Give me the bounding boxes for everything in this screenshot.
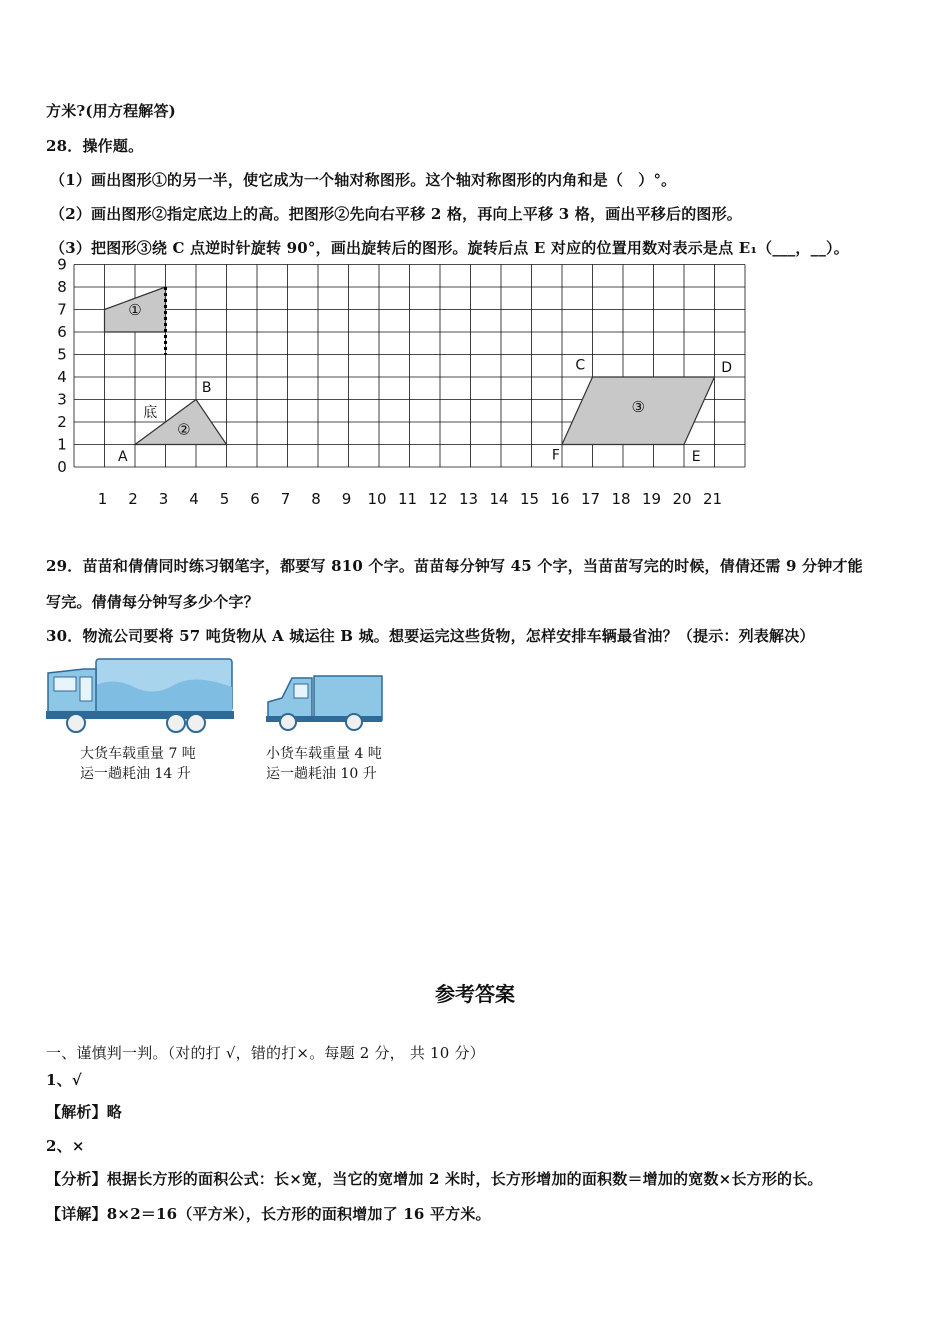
- x-tick-label: 7: [280, 490, 291, 508]
- x-tick-label: 4: [189, 490, 199, 508]
- x-tick-label: 16: [550, 490, 570, 508]
- small-truck-image: [264, 672, 384, 732]
- x-tick-label: 14: [489, 490, 509, 508]
- q27-tail: 方米?(用方程解答): [46, 102, 176, 120]
- y-tick-label: 9: [57, 255, 67, 274]
- y-tick-label: 2: [57, 413, 67, 431]
- y-tick-label: 7: [57, 300, 67, 319]
- x-tick-label: 10: [367, 490, 387, 508]
- y-tick-label: 5: [57, 345, 67, 364]
- answer-2-detail: 【详解】8×2＝16（平方米），长方形的面积增加了 16 平方米。: [46, 1205, 491, 1223]
- q30-text: 30．物流公司要将 57 吨货物从 A 城运往 B 城。想要运完这些货物，怎样安排车辆最省油？（提示：列表解决）: [46, 627, 815, 645]
- point-label: F: [551, 447, 560, 464]
- big-truck-fuel: 运一趟耗油 14 升: [80, 766, 191, 782]
- q28-part1: （1）画出图形①的另一半，使它成为一个轴对称图形。这个轴对称图形的内角和是（ ）°。: [50, 171, 677, 189]
- x-tick-label: 8: [311, 490, 321, 508]
- x-tick-label: 18: [611, 490, 631, 508]
- x-tick-label: 20: [672, 490, 692, 508]
- shape-1-label: ①: [128, 301, 142, 320]
- shape-2-label: ②: [177, 420, 191, 439]
- small-truck-caption: [266, 744, 382, 784]
- point-label: B: [201, 380, 212, 397]
- small-truck-capacity: 小货车载重量 4 吨: [266, 746, 382, 762]
- big-truck-capacity: 大货车载重量 7 吨: [80, 746, 196, 762]
- small-truck-fuel: 运一趟耗油 10 升: [266, 766, 377, 782]
- x-tick-label: 2: [128, 490, 138, 508]
- y-tick-label: 8: [57, 278, 67, 296]
- y-tick-label: 6: [57, 323, 67, 341]
- y-tick-label: 4: [57, 368, 67, 386]
- x-tick-label: 1: [97, 490, 108, 508]
- q28-title: 28．操作题。: [46, 137, 144, 155]
- y-tick-label: 1: [57, 435, 67, 454]
- x-tick-label: 17: [580, 490, 601, 508]
- x-tick-label: 5: [219, 490, 230, 508]
- q29-line1: 29．苗苗和倩倩同时练习钢笔字，都要写 810 个字。苗苗每分钟写 45 个字，当苗苗写完的时候，倩倩还需 9 分钟才能: [46, 557, 863, 575]
- answer-section-1: 一、谨慎判一判。（对的打 √，错的打×。每题 2 分， 共 10 分）: [46, 1044, 485, 1062]
- big-truck-caption: [80, 744, 196, 784]
- q28-part2: （2）画出图形②指定底边上的高。把图形②先向右平移 2 格，再向上平移 3 格，画出平移后的图形。: [50, 205, 743, 223]
- answer-heading: 参考答案: [435, 982, 515, 1006]
- x-tick-label: 15: [519, 490, 540, 508]
- shape-3-label: ③: [631, 397, 645, 416]
- x-tick-label: 6: [250, 490, 260, 508]
- answer-2: 2、×: [46, 1137, 85, 1155]
- grid-figure: [40, 255, 760, 517]
- q29-line2: 写完。倩倩每分钟写多少个字？: [46, 593, 259, 611]
- point-label: E: [691, 448, 701, 465]
- y-tick-label: 3: [57, 390, 67, 409]
- point-label: A: [118, 448, 128, 465]
- point-label: D: [721, 359, 733, 376]
- answer-1-analysis: 【解析】略: [46, 1103, 123, 1121]
- x-tick-label: 3: [158, 490, 169, 508]
- big-truck-image: [44, 655, 236, 735]
- x-tick-label: 19: [641, 490, 662, 508]
- x-tick-label: 9: [341, 490, 352, 508]
- q28-part3: （3）把图形③绕 C 点逆时针旋转 90°，画出旋转后的图形。旋转后点 E 对应的位置用数对表示是点 E₁（___，__）。: [50, 239, 849, 257]
- x-tick-label: 12: [428, 490, 448, 508]
- x-tick-label: 13: [458, 490, 479, 508]
- answer-1: 1、√: [46, 1071, 82, 1089]
- y-tick-label: 0: [57, 458, 67, 476]
- answer-2-analysis: 【分析】根据长方形的面积公式：长×宽，当它的宽增加 2 米时，长方形增加的面积数＝增加的宽数×长方形的长。: [46, 1170, 823, 1188]
- point-label: C: [575, 357, 586, 374]
- x-tick-label: 21: [702, 490, 723, 508]
- x-tick-label: 11: [397, 490, 418, 508]
- point-label: 底: [143, 404, 158, 421]
